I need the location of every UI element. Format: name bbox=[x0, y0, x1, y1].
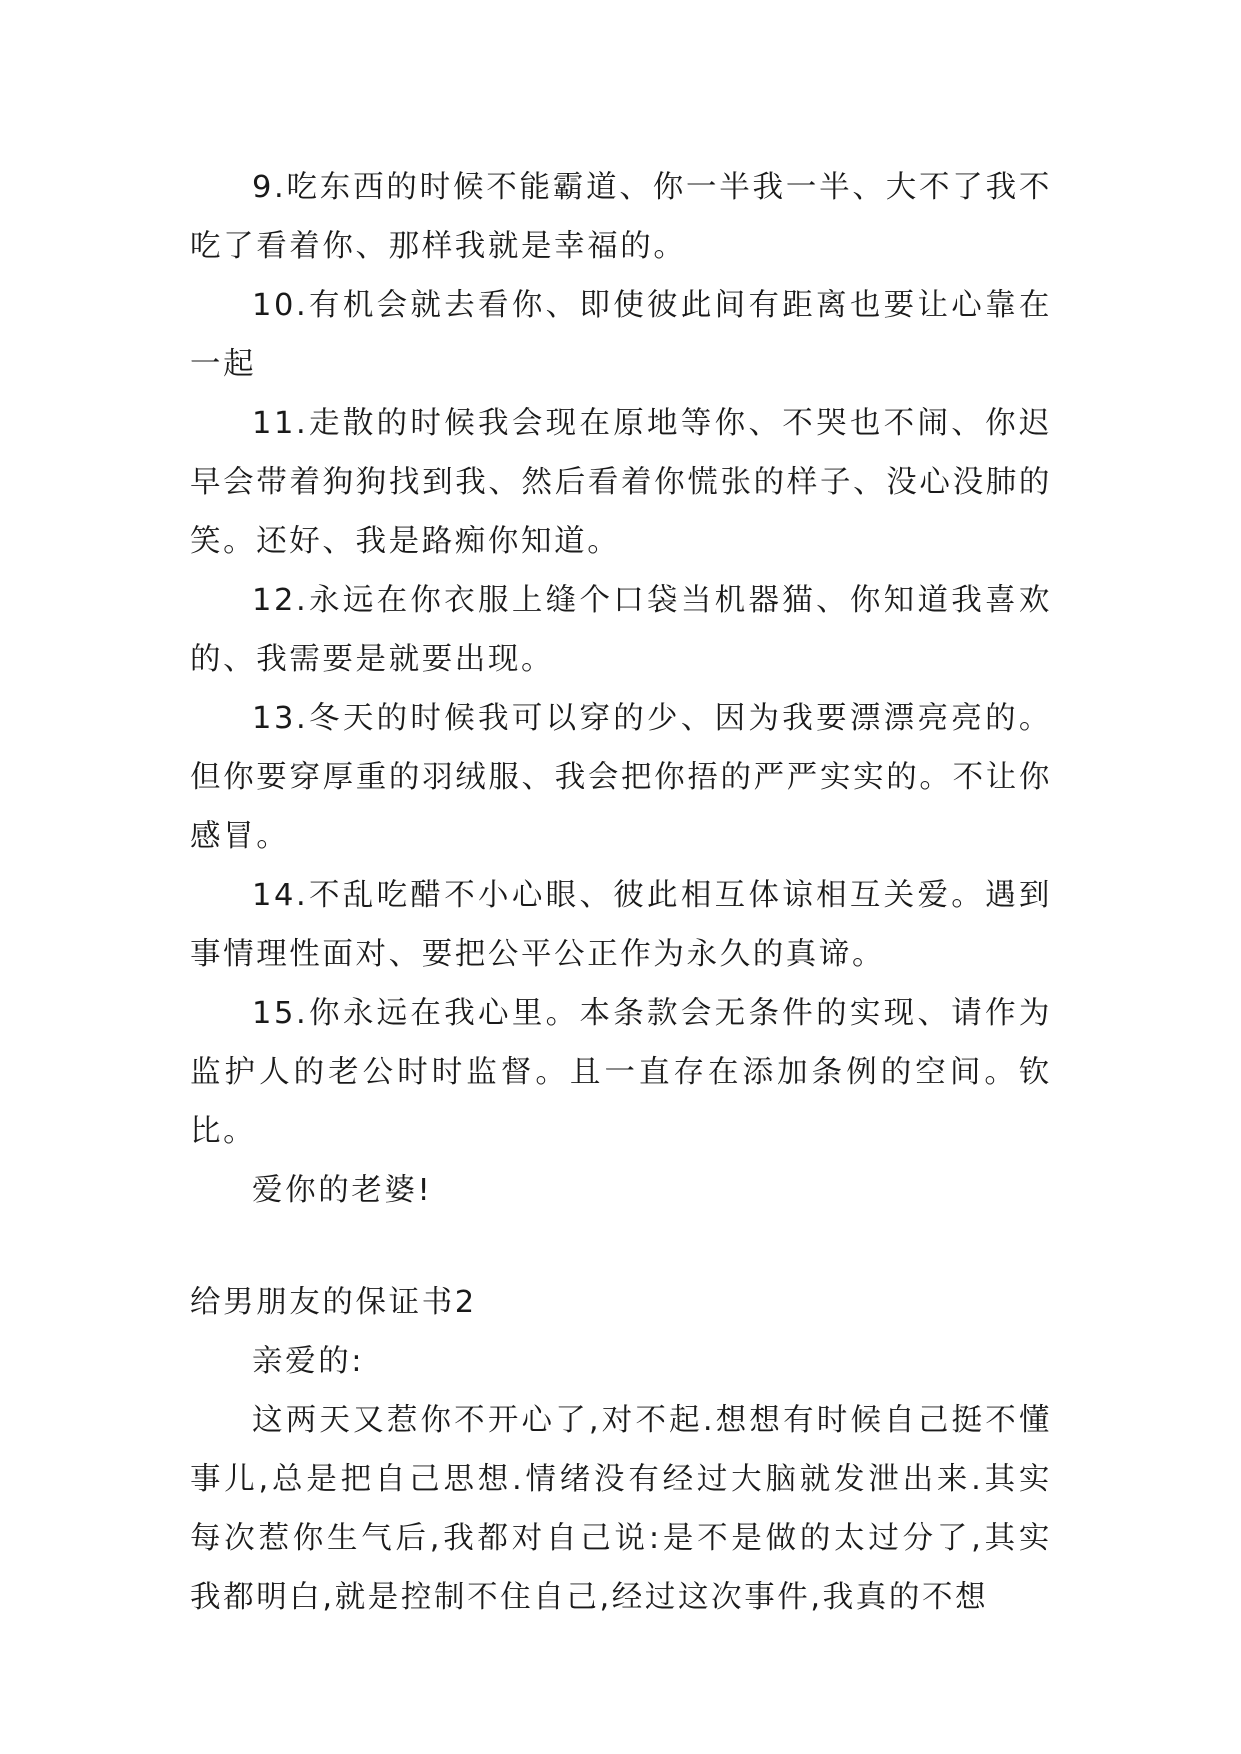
paragraph-item-13: 13.冬天的时候我可以穿的少、因为我要漂漂亮亮的。但你要穿厚重的羽绒服、我会把你捂的严严实实的。不让你感冒。 bbox=[190, 701, 1052, 854]
document-body bbox=[190, 158, 1052, 1627]
paragraph-item-14: 14.不乱吃醋不小心眼、彼此相互体谅相互关爱。遇到事情理性面对、要把公平公正作为永久的真谛。 bbox=[190, 878, 1052, 972]
paragraph-item-11: 11.走散的时候我会现在原地等你、不哭也不闹、你迟早会带着狗狗找到我、然后看着你慌张的样子、没心没肺的笑。还好、我是路痴你知道。 bbox=[190, 406, 1052, 559]
paragraph-item-10: 10.有机会就去看你、即使彼此间有距离也要让心靠在一起 bbox=[190, 288, 1052, 382]
signature-line: 爱你的老婆! bbox=[252, 1173, 433, 1208]
paragraph-item-15: 15.你永远在我心里。本条款会无条件的实现、请作为监护人的老公时时监督。且一直存在添加条例的空间。钦比。 bbox=[190, 996, 1052, 1149]
section-title: 给男朋友的保证书2 bbox=[190, 1285, 477, 1320]
paragraph-item-12: 12.永远在你衣服上缝个口袋当机器猫、你知道我喜欢的、我需要是就要出现。 bbox=[190, 583, 1052, 677]
body-paragraph: 这两天又惹你不开心了,对不起.想想有时候自己挺不懂事儿,总是把自己思想.情绪没有经过大脑就发泄出来.其实每次惹你生气后,我都对自己说:是不是做的太过分了,其实我都明白,就是控制不住自己,经过这次事件,我真的不想 bbox=[190, 1403, 1052, 1615]
salutation: 亲爱的: bbox=[252, 1344, 365, 1379]
paragraph-item-9: 9.吃东西的时候不能霸道、你一半我一半、大不了我不吃了看着你、那样我就是幸福的。 bbox=[190, 170, 1052, 264]
